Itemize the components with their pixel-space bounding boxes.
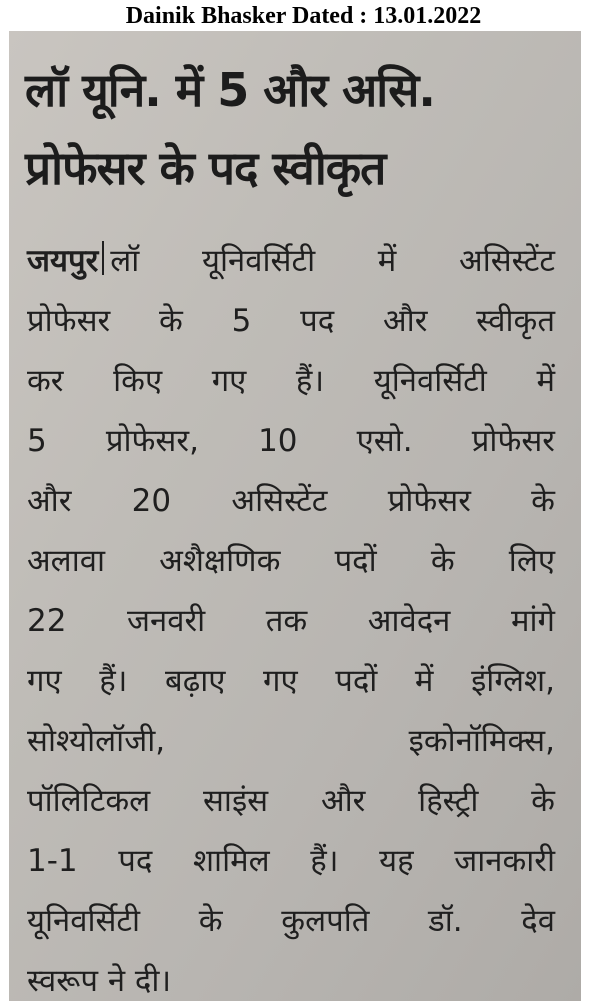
headline-line-2: प्रोफेसर के पद स्वीकृत	[25, 141, 386, 195]
body-line: प्रोफेसर के 5 पद और स्वीकृत	[27, 303, 555, 339]
body-line: अलावा अशैक्षणिक पदों के लिए	[27, 543, 555, 579]
body-line-text: लॉ यूनिवर्सिटी में असिस्टेंट	[110, 243, 555, 279]
body-line: सोश्योलॉजी, इकोनॉमिक्स,	[27, 723, 555, 759]
body-line: 5 प्रोफेसर, 10 एसो. प्रोफेसर	[27, 423, 555, 459]
body-line: यूनिवर्सिटी के कुलपति डॉ. देव	[27, 903, 555, 939]
body-line	[27, 231, 555, 291]
newspaper-clipping	[9, 31, 581, 1001]
body-line: 22 जनवरी तक आवेदन मांगे	[27, 603, 555, 639]
dateline-separator	[102, 241, 104, 275]
dateline: जयपुर	[27, 243, 99, 279]
article-body	[27, 231, 555, 1001]
body-line-last: स्वरूप ने दी।	[27, 963, 172, 999]
body-line: और 20 असिस्टेंट प्रोफेसर के	[27, 483, 555, 519]
headline-line-1: लॉ यूनि. में 5 और असि.	[25, 63, 435, 117]
body-line: कर किए गए हैं। यूनिवर्सिटी में	[27, 363, 555, 399]
article-headline	[25, 51, 573, 207]
body-line: गए हैं। बढ़ाए गए पदों में इंग्लिश,	[27, 663, 555, 699]
body-line: पॉलिटिकल साइंस और हिस्ट्री के	[27, 783, 555, 819]
source-caption: Dainik Bhasker Dated : 13.01.2022	[125, 3, 482, 29]
body-line: 1-1 पद शामिल हैं। यह जानकारी	[27, 843, 555, 879]
